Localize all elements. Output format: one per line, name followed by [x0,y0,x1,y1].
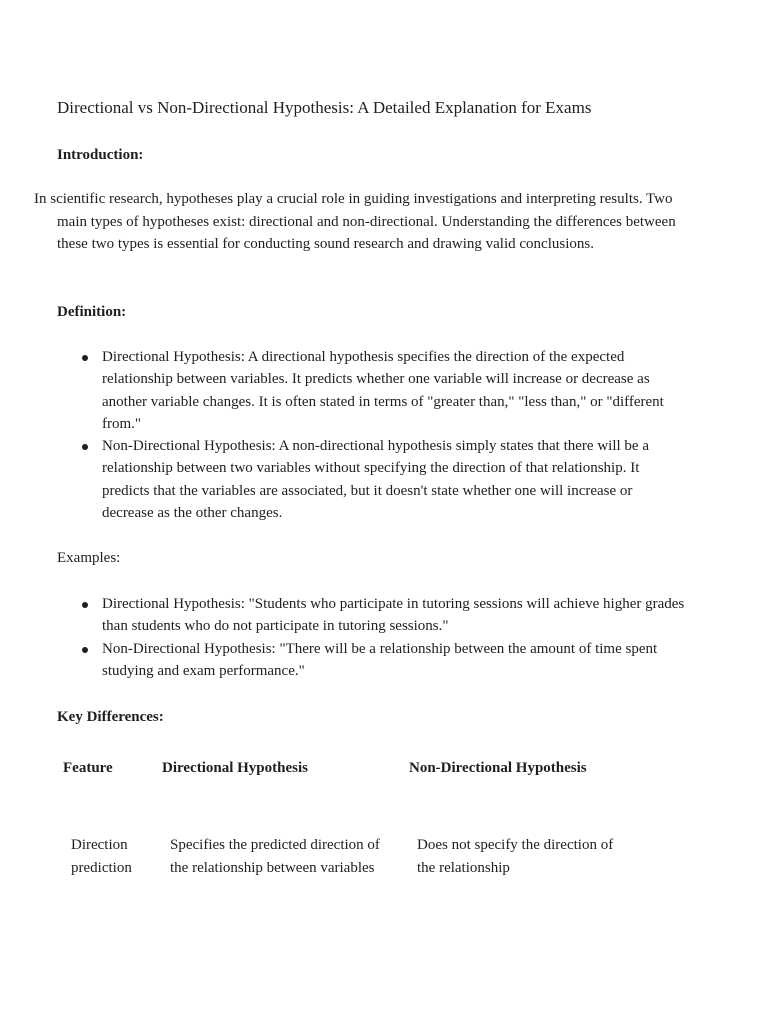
bullet-icon [82,602,88,608]
example-non-directional: Non-Directional Hypothesis: "There will be a relationship between the amount of time spent studying and exam performance." [102,640,658,679]
list-item [57,593,687,638]
examples-list [57,593,687,682]
table-header-feature: Feature [63,760,113,776]
bullet-icon [82,647,88,653]
definition-list [57,346,687,524]
list-item [57,346,687,435]
definition-heading: Definition: [57,304,127,320]
example-directional: Directional Hypothesis: "Students who participate in tutoring sessions will achieve higher grades than students who do not participate in tutoring sessions." [102,596,685,635]
definition-directional: Directional Hypothesis: A directional hypothesis specifies the direction of the expected relationship between variables. It predicts whether one variable will increase or decrease as another variable changes. It is often stated in terms of "greater than," "less than," or "different from." [102,349,664,432]
table-cell-feature: Direction prediction [71,837,132,876]
introduction-heading: Introduction: [57,147,144,163]
table-cell-non-directional: Does not specify the direction of the relationship [417,837,614,876]
table-header-directional: Directional Hypothesis [162,760,308,776]
table-cell-directional: Specifies the predicted direction of the relationship between variables [170,837,380,876]
document-title: Directional vs Non-Directional Hypothesis: A Detailed Explanation for Exams [57,98,592,117]
definition-non-directional: Non-Directional Hypothesis: A non-directional hypothesis simply states that there will be a relationship between two variables without specifying the direction of that relationship. It predicts that the variables are associated, but it doesn't state whether one will increase or decrease as the other changes. [102,438,649,522]
bullet-icon [82,444,88,450]
introduction-paragraph: In scientific research, hypotheses play a crucial role in guiding investigations and interpreting results. Two main types of hypotheses exist: directional and non-directional. Understanding the differences between these two types is essential for conducting sound research and drawing valid conclusions. [34,191,676,252]
bullet-icon [82,355,88,361]
list-item [57,638,687,683]
key-differences-heading: Key Differences: [57,709,164,725]
table-header-non-directional: Non-Directional Hypothesis [409,760,587,776]
examples-heading: Examples: [57,550,121,566]
list-item [57,435,687,524]
